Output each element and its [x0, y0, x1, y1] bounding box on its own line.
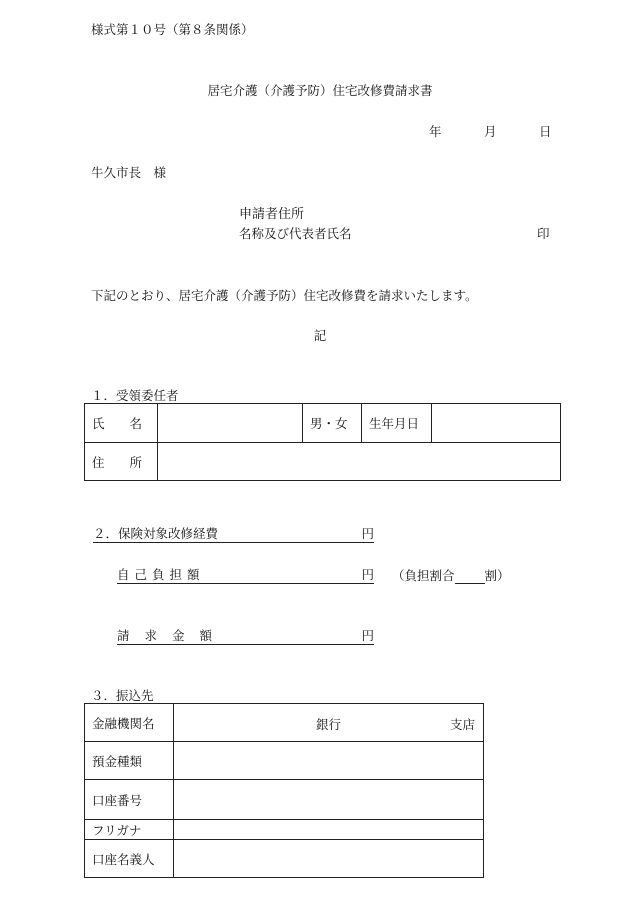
section3-heading: ３．振込先: [91, 688, 154, 703]
insured-cost-line: [93, 524, 374, 543]
claim-amount-label: 請求金額: [117, 628, 228, 643]
proxy-address-field[interactable]: [158, 443, 561, 481]
proxy-sex-label: 男・女: [303, 404, 362, 443]
claim-amount-line: [117, 626, 374, 645]
date-month-label: 月: [484, 124, 497, 139]
proxy-recipient-table: [84, 403, 561, 481]
institution-field[interactable]: [174, 704, 484, 742]
self-pay-yen: 円: [361, 567, 374, 582]
applicant-address-label: 申請者住所: [239, 207, 305, 222]
document-title: 居宅介護（介護予防）住宅改修費請求書: [207, 83, 433, 98]
section1-heading: １．受領委任者: [91, 388, 179, 403]
account-holder-label: 口座名義人: [85, 840, 174, 878]
furigana-field[interactable]: [174, 820, 484, 840]
proxy-birth-field[interactable]: [432, 404, 561, 443]
self-pay-line: [117, 565, 510, 584]
proxy-birth-label: 生年月日: [362, 404, 432, 443]
proxy-address-label: 住 所: [85, 443, 158, 481]
ratio-field[interactable]: [455, 571, 485, 584]
addressee: 牛久市長 様: [91, 165, 167, 180]
seal-mark: 印: [537, 226, 550, 241]
proxy-name-label: 氏 名: [85, 404, 158, 443]
date-day-label: 日: [539, 124, 552, 139]
form-number: 様式第１０号（第８条関係）: [91, 22, 254, 37]
insured-cost-label: ２．保険対象改修経費: [93, 526, 219, 541]
applicant-name-label: 名称及び代表者氏名: [239, 226, 352, 241]
claim-amount-yen: 円: [361, 628, 374, 643]
request-statement: 下記のとおり、居宅介護（介護予防）住宅改修費を請求いたします。: [91, 288, 478, 303]
account-number-label: 口座番号: [85, 780, 174, 820]
account-number-field[interactable]: [174, 780, 484, 820]
ki-heading: 記: [313, 328, 327, 343]
proxy-name-field[interactable]: [158, 404, 303, 443]
bank-label: 銀行: [316, 717, 342, 732]
ratio-prefix: （負担割合: [392, 568, 455, 583]
insured-cost-yen: 円: [361, 526, 374, 541]
deposit-type-label: 預金種類: [85, 742, 174, 780]
branch-label: 支店: [450, 717, 476, 732]
bank-transfer-table: [84, 703, 484, 878]
deposit-type-field[interactable]: [174, 742, 484, 780]
institution-label: 金融機関名: [85, 704, 174, 742]
date-year-label: 年: [429, 124, 442, 139]
ratio-suffix: 割）: [484, 568, 510, 583]
self-pay-label: 自己負担額: [117, 567, 205, 582]
furigana-label: フリガナ: [85, 820, 174, 840]
account-holder-field[interactable]: [174, 840, 484, 878]
